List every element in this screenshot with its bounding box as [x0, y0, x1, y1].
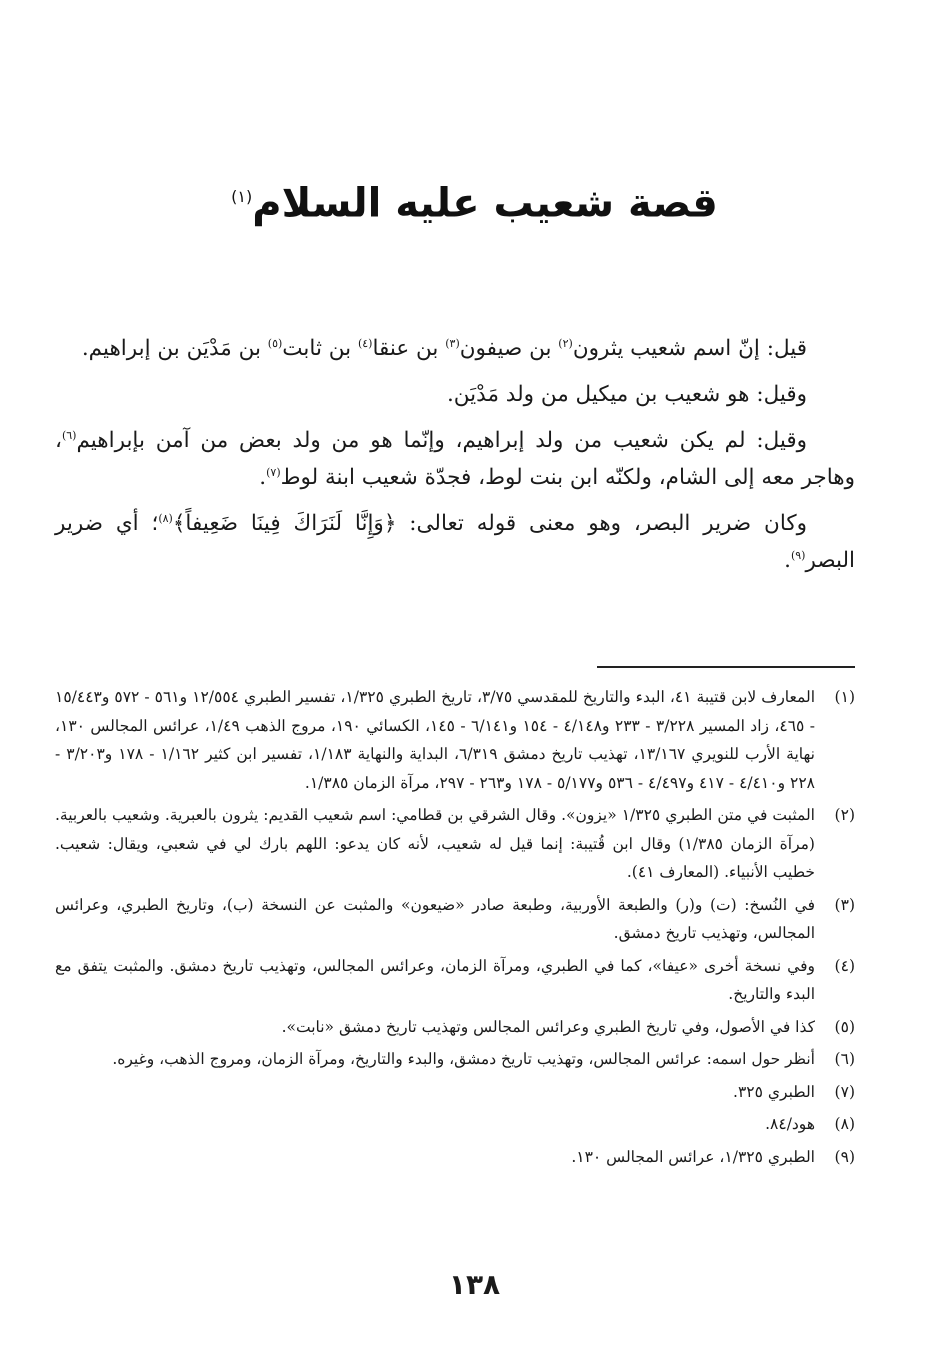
footnote-item	[55, 801, 855, 887]
body-paragraph	[55, 330, 855, 367]
page-number: ١٣٨	[448, 1268, 501, 1301]
footnote-item	[55, 1143, 855, 1172]
footnote-ref[interactable]: (٥)	[267, 336, 283, 350]
footnote-text: الطبري ١/٣٢٥، عرائس المجالس ١٣٠.	[571, 1147, 815, 1166]
footnote-item	[55, 683, 855, 797]
footnote-number: (٨)	[834, 1115, 855, 1133]
footnote-item	[55, 891, 855, 948]
paragraph-text: بن عنقا	[372, 336, 446, 361]
paragraph-text: قيل: إنّ اسم شعيب يثرون	[572, 336, 807, 361]
paragraph-text: وقيل: لم يكن شعيب من ولد إبراهيم، وإنّما هو من ولد بعض من آمن بإبراهيم	[76, 428, 807, 453]
footnote-text: كذا في الأصول، وفي تاريخ الطبري وعرائس المجالس وتهذيب تاريخ دمشق «نابت».	[281, 1017, 815, 1036]
footnotes	[55, 683, 855, 1175]
footnote-number: (١)	[834, 688, 855, 706]
chapter-title	[0, 172, 949, 228]
footnote-text: أنظر حول اسمه: عرائس المجالس، وتهذيب تاريخ دمشق، والبدء والتاريخ، ومرآة الزمان، ومروج الذهب، وغيره.	[112, 1050, 815, 1068]
paragraph-text: بن ثابت	[282, 336, 358, 361]
footnote-number: (٦)	[834, 1050, 855, 1068]
body-paragraph	[55, 376, 855, 413]
footnote-item	[55, 952, 855, 1009]
title-footnote-ref: (١)	[231, 187, 253, 206]
footnote-text: هود/٨٤.	[765, 1115, 815, 1133]
footnote-text: المثبت في متن الطبري ١/٣٢٥ «يزون». وقال الشرقي بن قطامي: اسم شعيب القديم: يثرون بالعبرية. وشعيب بالعربية. (مرآة الزمان ١/٣٨٥) وقال ابن قُتيبة: إنما قيل له شعيب، لأنه كان يدعو: اللهم بارك لي في شعبي، ويقال: شعيب. خطيب الأنبياء. (المعارف ٤١).	[55, 806, 815, 881]
footnote-separator	[597, 666, 855, 668]
paragraph-text: بن مَدْيَن بن إبراهيم.	[81, 336, 268, 361]
footnote-number: (٤)	[834, 956, 855, 975]
paragraph-text: ، وهاجر معه إلى الشام، ولكنّه ابن بنت لوط، فجدّة شعيب ابنة لوط	[55, 428, 855, 490]
main-text	[55, 330, 855, 588]
footnote-number: (٥)	[834, 1017, 855, 1036]
footnote-ref[interactable]: (٦)	[61, 428, 77, 442]
footnote-ref[interactable]: (٤)	[357, 336, 373, 350]
footnote-item	[55, 1110, 855, 1139]
paragraph-text: .	[784, 548, 791, 573]
footnote-text: وفي نسخة أخرى «عيفا»، كما في الطبري، ومرآة الزمان، وعرائس المجالس، وتهذيب تاريخ دمشق. والمثبت يتفق مع البدء والتاريخ.	[55, 956, 815, 1003]
footnote-item	[55, 1013, 855, 1042]
chapter-title-text: قصة شعيب عليه السلام	[252, 180, 718, 227]
body-paragraph	[55, 505, 855, 579]
footnote-text: في النُسخ: (ت) و(ر) والطبعة الأوربية، وطبعة صادر «ضيعون» والمثبت عن النسخة (ب)، وتاريخ الطبري، وعرائس المجالس، وتهذيب تاريخ دمشق.	[55, 895, 815, 942]
footnote-ref[interactable]: (٩)	[790, 548, 806, 562]
footnote-number: (٩)	[834, 1147, 855, 1166]
footnote-text: الطبري ٣٢٥.	[733, 1082, 815, 1101]
paragraph-text: .	[259, 465, 267, 490]
body-paragraph	[55, 422, 855, 496]
paragraph-text: ؛ أي ضرير البصر	[55, 511, 855, 573]
footnote-ref[interactable]: (٣)	[445, 336, 460, 350]
paragraph-text: وقيل: هو شعيب بن ميكيل من ولد مَدْيَن.	[446, 382, 807, 407]
paragraph-text: وكان ضرير البصر، وهو معنى قوله تعالى: ﴿وَإِنَّا لَنَرَاكَ فِينَا ضَعِيفاً﴾	[172, 511, 807, 536]
footnote-number: (٢)	[834, 806, 855, 824]
footnote-item	[55, 1078, 855, 1107]
footnote-text: المعارف لابن قتيبة ٤١، البدء والتاريخ للمقدسي ٣/٧٥، تاريخ الطبري ١/٣٢٥، تفسير الطبري ١٢/٥٥٤ و٥٦١ - ٥٧٢ و١٥/٤٤٣ - ٤٦٥، زاد المسير ٣/٢٢٨ - ٢٣٣ و٤/١٤٨ - ١٥٤ و٦/١٤١ - ١٤٥، الكسائي ١٩٠، مروج الذهب ١/٤٩، عرائس المجالس ١٣٠، نهاية الأرب للنويري ١٣/١٦٧، تهذيب تاريخ دمشق ٦/٣١٩، البداية والنهاية ١/١٨٣، تفسير ابن كثير ١/١٦٢ - ١٧٨ و٣/٢٠٣ - ٢٢٨ و٤/٤١٠ - ٤١٧ و٤/٤٩٧ - ٥٣٦ و٥/١٧٧ - ١٧٨ و٢٦٣ - ٢٩٧، مرآة الزمان ١/٣٨٥.	[55, 688, 816, 792]
footnote-ref[interactable]: (٨)	[158, 511, 173, 525]
paragraph-text: بن صيفون	[459, 336, 559, 361]
footnote-ref[interactable]: (٢)	[558, 336, 573, 350]
footnote-ref[interactable]: (٧)	[266, 465, 281, 479]
footnote-number: (٧)	[834, 1082, 855, 1101]
footnote-item	[55, 1045, 855, 1074]
footnote-number: (٣)	[834, 895, 855, 914]
